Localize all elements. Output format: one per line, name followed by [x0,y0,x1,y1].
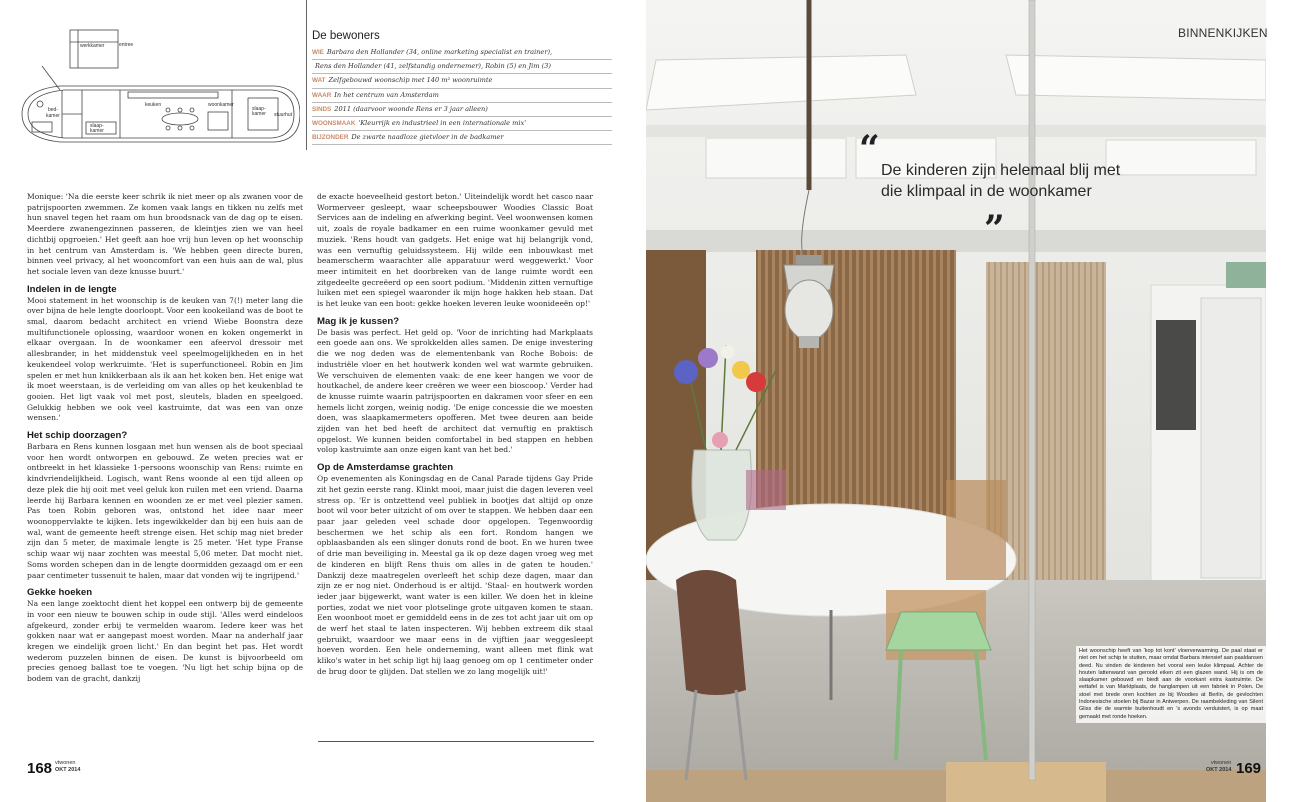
paragraph: Monique: 'Na die eerste keer schrik ik niet meer op als zwanen voor de patrijspoorten zwemmen. Ze komen vaak langs en tikken nu zelfs met hun snavel tegen het raam om hun broodsnack van de dag op te eisen. Meerdere zwanengezinnen passeren, de kleintjes zien we van heel dichtbij opgroeien.' Het geeft aan hoe vrij hun leven op het woonschip in het centrum van Amsterdam is. 'We hebben geen directe buren, binnen veel privacy, al het wooncomfort van een huis aan de wal, plus het sociale leven van deze knusse buurt.' [27,192,303,276]
page-number-left: 168 [27,760,53,777]
residents-line: WAAR In het centrum van Amsterdam [312,89,612,103]
magazine-mark-left: vtwonen OKT 2014 [55,760,81,773]
subheading: Op de Amsterdamse grachten [317,462,454,474]
article-column-2 [317,192,593,678]
plan-label-slaapkamer-kamer: kamer [252,111,266,117]
plan-label-slaap-kamer: kamer [90,128,104,134]
subheading: Indelen in de lengte [27,283,117,295]
plan-label-stuurhut: stuurhut [274,112,293,118]
plan-label-bed: bed- [48,107,59,113]
section-label: BINNENKIJKEN [1178,26,1268,40]
magazine-mark-right: vtwonen OKT 2014 [1206,760,1232,773]
plan-label-woonkamer: woonkamer [208,102,234,108]
pull-quote: De kinderen zijn helemaal blij met die klimpaal in de woonkamer [881,162,1121,200]
paragraph: Op evenementen als Koningsdag en de Canal Parade tijdens Gay Pride zit het gezin eerste rang. Klinkt mooi, maar juist die dagen leveren veel stress op. 'Er is ontzettend veel publiek in bootjes dat altijd op onze boot wil voor beter uitzicht of om over te stappen. We hebben daar een paar jaar geleden veel schade door opgelopen. Tegenwoordig beschermen we het schip als een fort. Rondom hangen we opblaasbanden als een slinger donuts rond de boot. En we huren twee of drie man beveiliging in. Meestal ga ik op deze dagen vroeg weg met de kinderen en blijft Rens thuis om alles in de gaten te houden.' Dankzij deze maatregelen overleeft het schip deze dagen, maar dan zijn ze er nog niet. Onderhoud is er altijd. 'Staal- en houtwerk worden ieder jaar bijgewerkt, want water is een killer. We doen het in kleine porties, zodat we niet voor plotselinge grote uitgaven komen te staan. Een woonboot moet er gemiddeld eens in de zes tot acht jaar uit om op de werf het staal te laten inspecteren. Wij hebben extreem dik staal gebruikt, waardoor we maar eens in de vijftien jaar weggesleept hoeven worden. Een hele onderneming, want alleen met flink wat kliko's water in het schip ligt hij laag genoeg om op 1 centimeter onder de brug door te glijden. Dat stellen we zo lang mogelijk uit!' [317,474,593,676]
right-page [646,0,1292,802]
residents-line: WOONSMAAK 'Kleurrijk en industrieel in een internationale mix' [312,117,612,131]
plan-label-bed-kamer: kamer [46,113,60,119]
residents-line: SINDS 2011 (daarvoor woonde Rens er 3 jaar alleen) [312,103,612,117]
plan-label-werkkamer: werkkamer [80,43,105,49]
photo-caption: Het woonschip heeft van 'kop tot kont' vloerverwarming. De paal staat er niet om het schip te stutten, maar omdat Barbara intensief aan paaldansen deed. Nu vinden de kinderen het vooral een leuke klimpaal. Achter de houten lattenwand van gerookt eiken zit een glazen wand. Hij is om de slaapkamer gebouwd en biedt aan de voorkant extra kastruimte. De eettafel is van Marktplaats, de hanglampen uit een fabriek in Polen. De stoel met brede oren kochten ze bij Woodies at Berlin, de gevlochten Indonesische stoelen bij Bazar in Antwerpen. De raambekleding van Silent Gliss die de warmte buitenhoudt en 's avonds verduistert, is op maat gemaakt met ronde hoeken. [1076,646,1266,723]
plan-label-keuken: keuken [145,102,162,108]
plan-label-slaap: slaap- [90,123,104,129]
residents-title: De bewoners [312,30,380,42]
residents-line: WAT Zelfgebouwd woonschip met 140 m² woonruimte [312,74,612,88]
subheading: Het schip doorzagen? [27,430,128,442]
floor-plan [20,26,300,151]
page-number-right: 169 [1236,760,1262,777]
paragraph: de exacte hoeveelheid gestort beton.' Uiteindelijk wordt het casco naar Wormerveer gesleept, waar scheepsbouwer Woodies Classic Boat Services aan de indeling en afwerking begint. Veel woonwensen komen uit, zoals de royale badkamer en een ruime woonkamer gevuld met muziek. 'Rens houdt van gadgets. Het enige wat hij belangrijk vond, was een vernuftig geluidssysteem. Hij wilde een inbouwkast met beamerscherm waarachter alle apparatuur werd weggewerkt.' Voor meer intimiteit en het doorbreken van de lange ruimte wordt een zitgedeelte gecreëerd op een soort podium. 'Middenin zitten vernuftige luiken met een spiegel waaronder ik mijn hoge hakken heb staan. Dat is het leuke van een boot: gekke hoeken leveren leuke woonideeën op!' [317,192,593,309]
column-end-rule [318,741,594,742]
paragraph: Na een lange zoektocht dient het koppel een ontwerp bij de gemeente in voor een nieuw te bouwen schip in oude stijl. 'Alles werd eindeloos afgekeurd, zonder erbij te vermelden waarom. Iedere keer was het gokken naar wat er aangepast moest worden. Maar na anderhalf jaar kregen we eindelijk groen licht.' En dan begint het pas. Het wordt wederom puzzelen binnen de eisen. De kunst is bijvoorbeeld om precies genoeg ballast toe te voegen. 'Nu ligt het schip bijna op de bodem van de gracht, dankzij [27,599,303,684]
quote-open-icon: “ [859,128,880,170]
paragraph: Mooi statement in het woonschip is de keuken van 7(!) meter lang die over bijna de hele lengte doorloopt. Voor een kookeiland was de boot te smal, daarom bedacht architect en vriend Wiebe Boonstra deze multifunctionele oplossing, waardoor wonen en koken ongemerkt in elkaar overgaan. In de woonkamer een afeervol dressoir met allesbrander, in het middenstuk veel speelmogelijkheden en in het keukendeel volop werkruimte. 'Het is superfunctioneel. Robin en Jim spelen er met hun knikkerbaan als ik aan het koken ben. Het enige wat ik moet weerstaan, is de verleiding om van alles op het keukenblad te gooien. Het ligt vaak vol met post, sleutels, bladen en speelgoed. Gelukkig hebben we ook veel kastruimte, dat was een van onze wensen.' [27,295,303,423]
header-divider [306,0,307,150]
residents-line: BIJZONDER De zwarte naadloze gietvloer in de badkamer [312,131,612,145]
plan-label-entree: entree [119,42,134,48]
paragraph: Barbara en Rens kunnen losgaan met hun wensen als de boot speciaal voor hen wordt ontworpen en gebouwd. Ze weten precies wat er ontbreekt in het klassieke 1-persoons woonschip van Rens: ruimte en kindvriendelijkheid. Logisch, want Rens woonde al een tijd alleen op deze plek die hij ooit met veel geluk kon ruilen met een vriend. Daarna leerde hij Barbara kennen en woonden ze er met veel plezier samen. Pas toen Robin geboren was, ontstond het idee naar meer woonoppervlakte te kijken. Iets ingewikkelder dan bij een huis aan de wal, want de gemeente heeft strenge eisen. Het schip mag niet breder zijn dan 5 meter, de maximale lengte is 25 meter. 'Het type Franse schip waar wij naar zochten was meestal 5,06 meter. Dat mocht niet. Soms worden schepen dan in de lengte doormidden gezaagd om er een paar centimeter tussenuit te halen, maar dat vonden wij te ingrijpend.' [27,442,303,580]
residents-line: Rens den Hollander (41, zelfstandig ondernemer), Robin (5) en Jim (3) [312,60,612,74]
subheading: Mag ik je kussen? [317,315,400,327]
article-column-1 [27,192,303,685]
plan-label-slaapkamer: slaap- [252,106,266,112]
paragraph: De basis was perfect. Het geld op. 'Voor de inrichting had Markplaats een goede aan ons. We sprokkelden alles samen. De enige investering die we nog deden was de elementenbank van Roche Bobois: de industriële vloer en het houtwerk konden wel wat warmte gebruiken. We verschuiven de elementen vaak: de ene keer hangen we voor de houtkachel, de andere keer creëren we weer een bioscoop.' Verder had de knusse ruimte waarin patrijspoorten en dakramen voor sfeer en een hemels licht zorgen, weinig nodig. 'De enige concessie die we moesten doen, was slaapkamermeters opofferen. Met twee deuren aan beide zijden van het bed heeft de architect dat vernuftig en praktisch opgelost. We kunnen beiden comfortabel in bed stappen en hebben volop kastruimte aan onze eigen kant van het bed.' [317,327,593,455]
residents-box [312,30,612,145]
residents-line: WIE Barbara den Hollander (34, online marketing specialist en trainer), [312,46,612,60]
subheading: Gekke hoeken [27,587,93,599]
quote-close-icon: ” [984,208,1005,250]
